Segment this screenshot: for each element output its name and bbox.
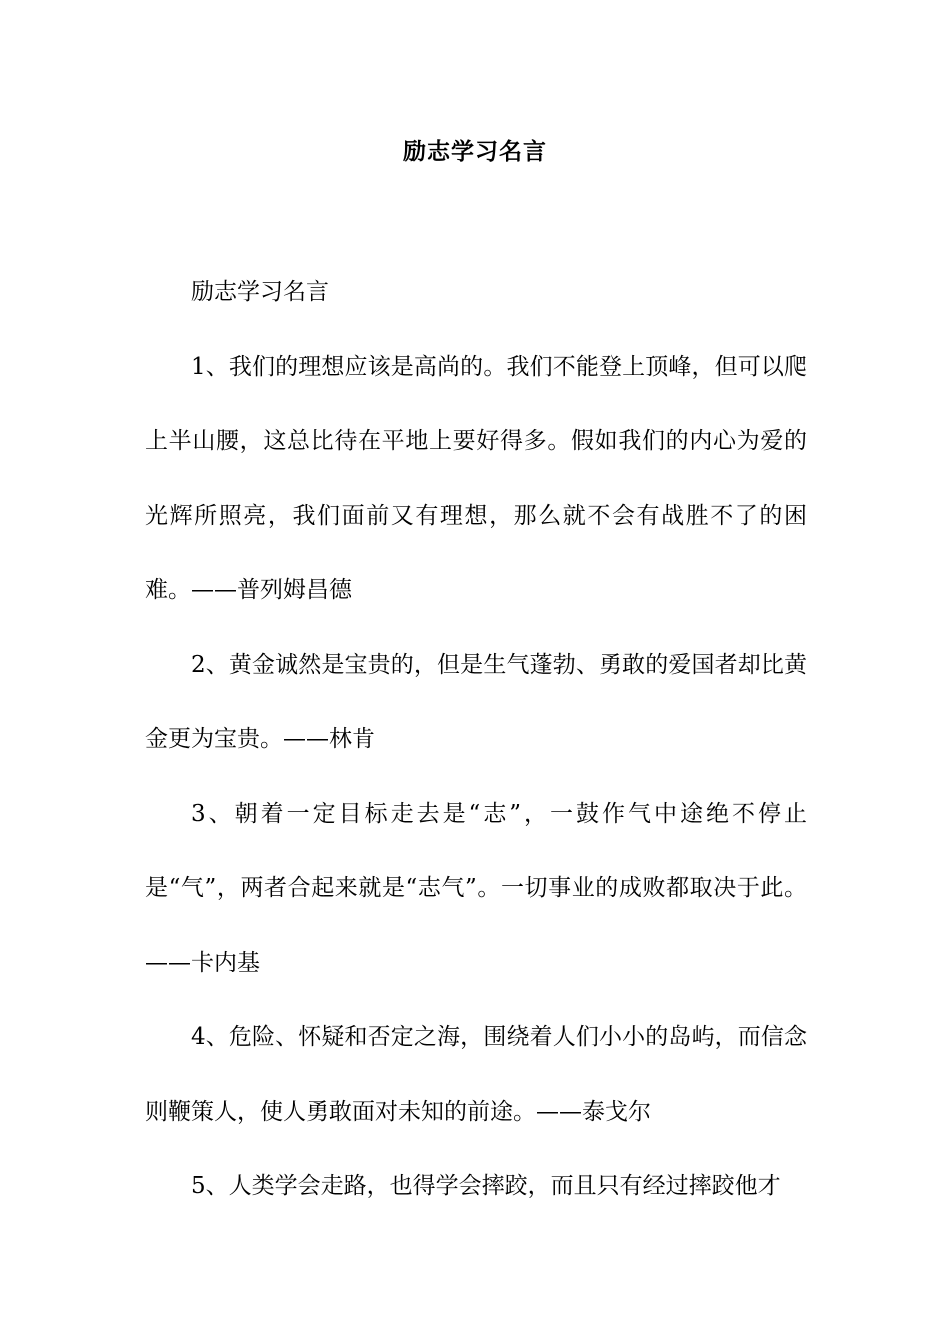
subtitle-paragraph: 励志学习名言 [191,279,329,305]
document-body [145,255,807,1224]
quote-paragraph-2: 2、黄金诚然是宝贵的，但是生气蓬勃、勇敢的爱国者却比黄金更为宝贵。——林肯 [145,651,807,752]
quote-paragraph-4: 4、危险、怀疑和否定之海，围绕着人们小小的岛屿，而信念则鞭策人，使人勇敢面对未知的前途。——泰戈尔 [145,1024,807,1125]
document-title: 励志学习名言 [403,138,547,165]
quote-paragraph-3: 3、朝着一定目标走去是“志”，一鼓作气中途绝不停止是“气”，两者合起来就是“志气”。一切事业的成败都取决于此。——卡内基 [145,800,807,976]
quote-paragraph-1: 1、我们的理想应该是高尚的。我们不能登上顶峰，但可以爬上半山腰，这总比待在平地上要好得多。假如我们的内心为爱的光辉所照亮，我们面前又有理想，那么就不会有战胜不了的困难。——普列姆昌德 [145,353,807,603]
quote-paragraph-5: 5、人类学会走路，也得学会摔跤，而且只有经过摔跤他才 [191,1173,781,1199]
